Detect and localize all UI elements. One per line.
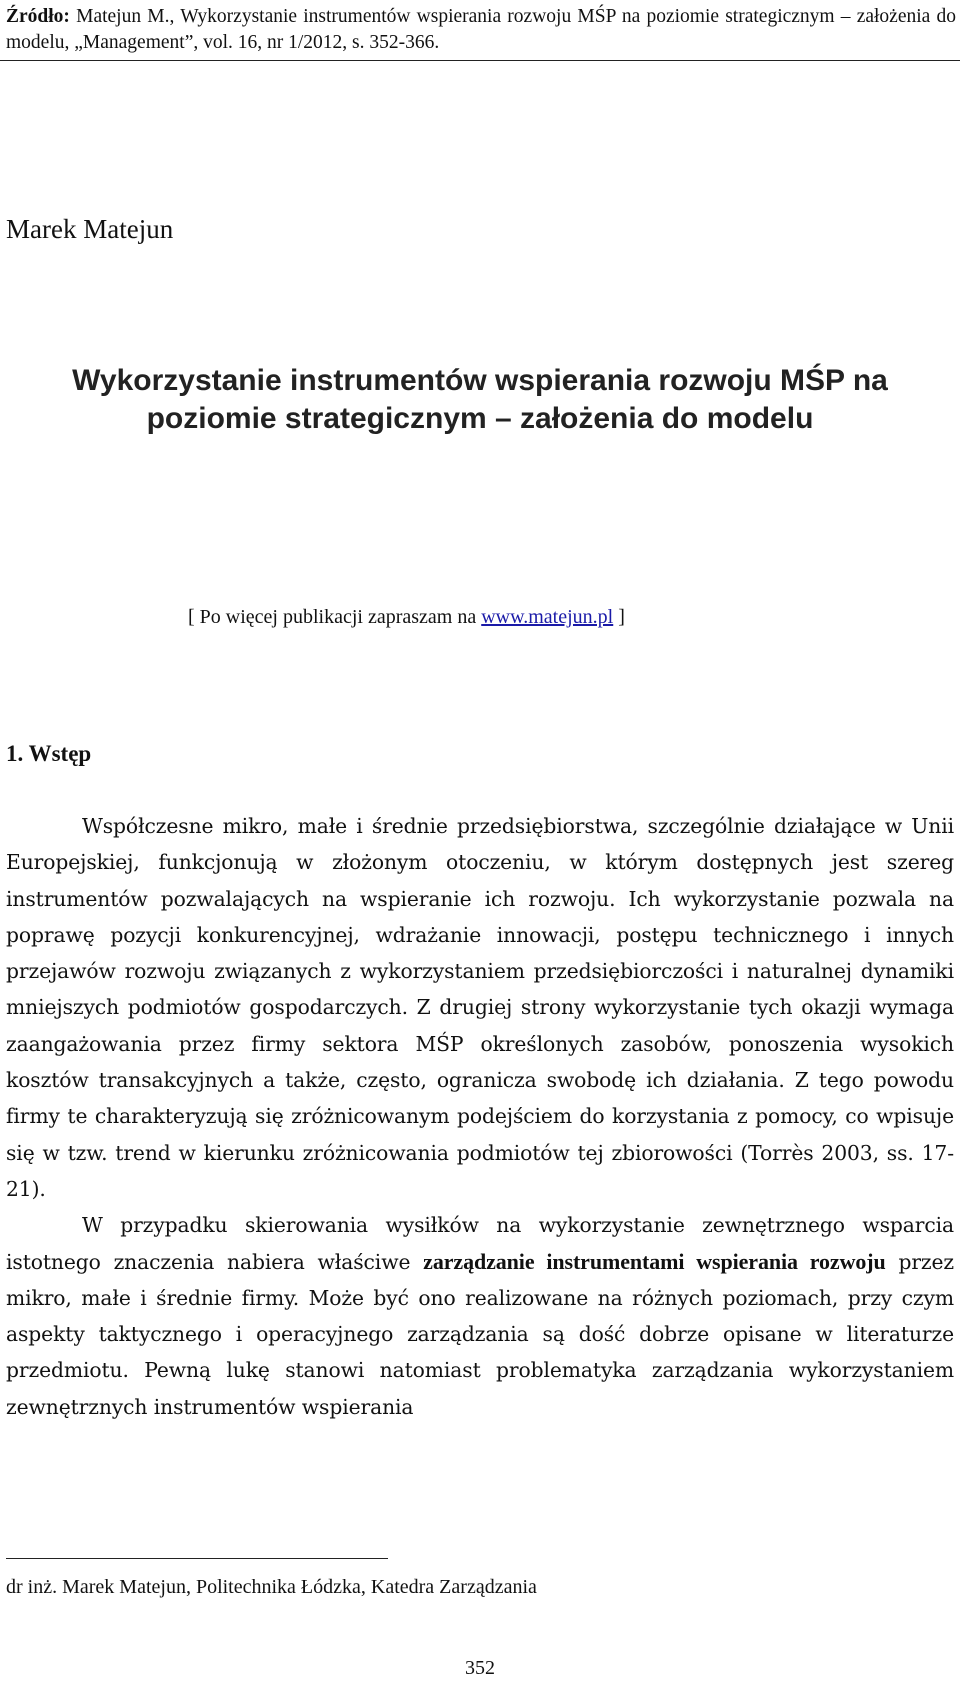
section-heading: 1. Wstęp <box>6 741 92 766</box>
body-text <box>6 808 954 1425</box>
title-line-2: poziomie strategicznym – założenia do modelu <box>146 402 814 435</box>
paragraph-2-emphasis: zarządzanie instrumentami wspierania rozwoju <box>423 1248 886 1274</box>
source-citation <box>6 4 956 56</box>
invite-prefix: [ Po więcej publikacji zapraszam na <box>188 606 482 628</box>
source-text: Matejun M., Wykorzystanie instrumentów wspierania rozwoju MŚP na poziomie strategicznym – założenia do modelu, „Management”, vol. 16, nr 1/2012, s. 352-366. <box>6 6 956 53</box>
paper-title <box>0 362 960 438</box>
author-name: Marek Matejun <box>6 214 174 244</box>
invite-suffix: ] <box>613 606 625 628</box>
source-label: Źródło: <box>6 6 70 27</box>
page-number: 352 <box>465 1657 495 1679</box>
paragraph-1: Współczesne mikro, małe i średnie przedsiębiorstwa, szczególnie działające w Unii Europejskiej, funkcjonują w złożonym otoczeniu, w którym dostępnych jest szereg instrumentów pozwalających na wspieranie ich rozwoju. Ich wykorzystanie pozwala na poprawę pozycji konkurencyjnej, wdrażanie innowacji, postępu technicznego i innych przejawów rozwoju związanych z wykorzystaniem przedsiębiorczości i naturalnej dynamiki mniejszych podmiotów gospodarczych. Z drugiej strony wykorzystanie tych okazji wymaga zaangażowania przez firmy sektora MŚP określonych zasobów, ponoszenia wysokich kosztów transakcyjnych a także, często, ogranicza swobodę ich działania. Z tego powodu firmy te charakteryzują się zróżnicowanym podejściem do korzystania z pomocy, co wpisuje się w tzw. trend w kierunku zróżnicowania podmiotów tej zbiorowości (Torrès 2003, ss. 17-21). <box>6 814 954 1201</box>
publications-invite <box>188 604 625 630</box>
header-rule <box>0 60 960 61</box>
paragraph-2-end: przez mikro, małe i średnie firmy. Może być ono realizowane na różnych poziomach, przy czym aspekty taktycznego i operacyjnego zarządzania są dość dobrze opisane w literaturze przedmiotu. Pewną lukę stanowi natomiast problematyka zarządzania wykorzystaniem zewnętrznych instrumentów wspierania <box>6 1249 954 1419</box>
website-link[interactable]: www.matejun.pl <box>481 606 614 628</box>
title-line-1: Wykorzystanie instrumentów wspierania rozwoju MŚP na <box>72 364 888 397</box>
paragraph-2 <box>6 1207 954 1425</box>
footnote: dr inż. Marek Matejun, Politechnika Łódzka, Katedra Zarządzania <box>6 1576 537 1598</box>
footnote-rule <box>6 1558 388 1559</box>
paragraph-2-start: W przypadku skierowania wysiłków na wykorzystanie zewnętrznego wsparcia istotnego znaczenia nabiera właściwe <box>6 1213 954 1274</box>
